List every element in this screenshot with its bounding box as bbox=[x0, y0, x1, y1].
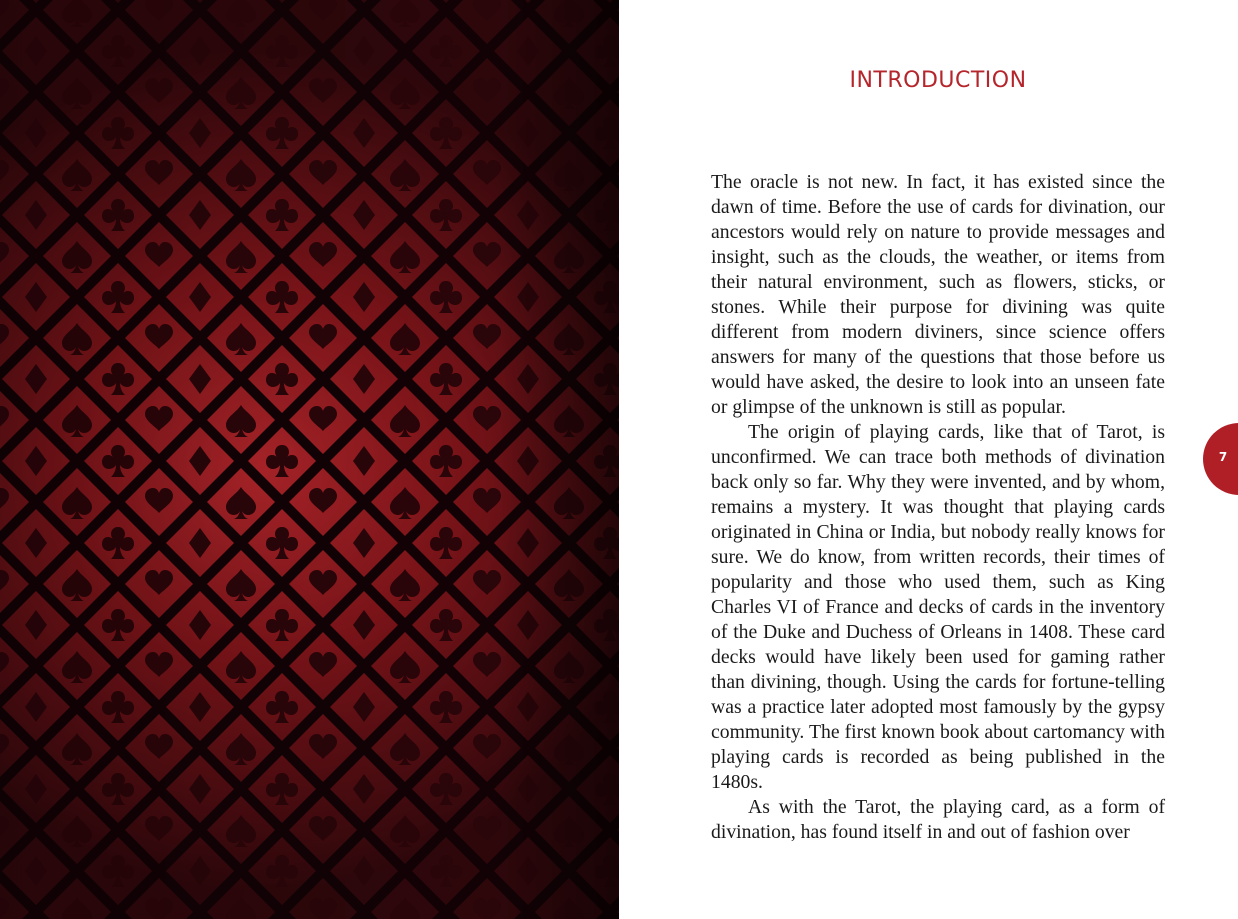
chapter-title: INTRODUCTION bbox=[849, 68, 1027, 93]
right-page bbox=[619, 0, 1238, 919]
paragraph-2: The origin of playing cards, like that of Tarot, is unconfirmed. We can trace both methods of divination back only so far. Why they were invented, and by whom, remains a mystery. It was thought that playing cards originated in China or India, but nobody really knows for sure. We do know, from written records, their times of popularity and those who used them, such as King Charles VI of France and decks of cards in the inventory of the Duke and Duchess of Orleans in 1408. These card decks would have likely been used for gaming rather than divining, though. Using the cards for fortune-telling was a practice later adopted most famously by the gypsy community. The first known book about cartomancy with playing cards is recorded as being published in the 1480s. bbox=[711, 421, 1165, 793]
body-text bbox=[711, 170, 1165, 845]
page-number: 7 bbox=[1218, 450, 1228, 464]
paragraph-1: The oracle is not new. In fact, it has existed since the dawn of time. Before the use of cards for divination, our ancestors would rely on nature to provide messages and insight, such as the clouds, the weather, or items from their natural environment, such as flowers, sticks, or stones. While their purpose for divining was quite different from modern diviners, since science offers answers for many of the questions that those before us would have asked, the desire to look into an unseen fate or glimpse of the unknown is still as popular. bbox=[711, 171, 1165, 418]
paragraph-3: As with the Tarot, the playing card, as a form of divination, has found itself in and out of fashion over bbox=[711, 796, 1165, 843]
